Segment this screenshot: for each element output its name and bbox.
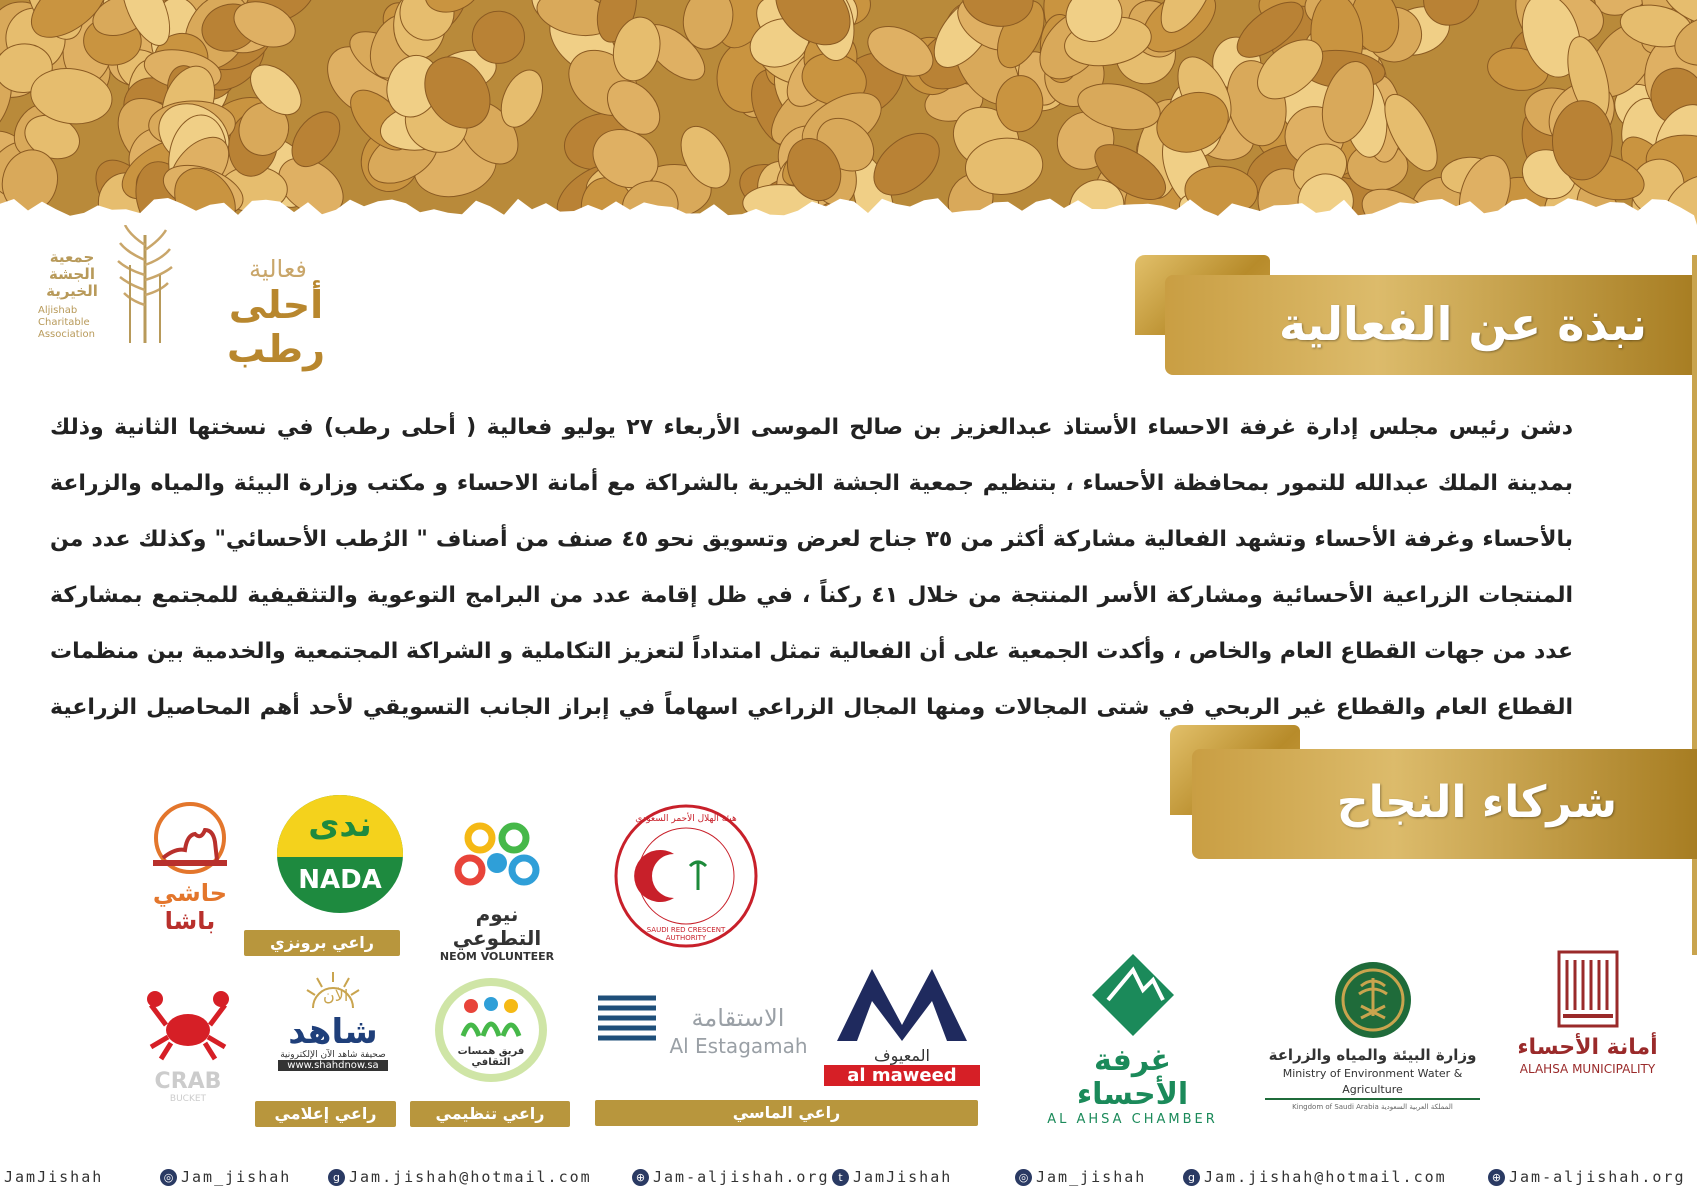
estagamah-arabic: الاستقامة [691, 1004, 785, 1032]
shahid-now-logo [268, 970, 398, 1085]
nada-arabic: ندى [308, 805, 372, 845]
web-icon: ⊕ [632, 1169, 649, 1186]
maweed-english: al maweed [824, 1065, 980, 1086]
hamasat-text: فريق همسات الثقافي [457, 1046, 525, 1068]
about-event-title: نبذة عن الفعالية [1279, 297, 1647, 351]
team-people-icon [459, 996, 523, 1040]
estagamah-english: Al Estagamah [669, 1034, 808, 1058]
red-crescent-arabic: هيئة الهلال الأحمر السعودي [635, 814, 737, 824]
camel-icon [145, 800, 235, 875]
google-plus-icon: g [1183, 1169, 1200, 1186]
neom-arabic: نيوم التطوعي [452, 902, 542, 950]
media-sponsor-tag: راعي إعلامي [255, 1101, 396, 1127]
municipality-arabic: أمانة الأحساء [1517, 1035, 1658, 1060]
footer-item[interactable] [632, 1168, 830, 1186]
shahid-sub: صحيفة شاهد الآن الإلكترونية [280, 1050, 386, 1060]
footer-item[interactable] [1488, 1168, 1686, 1186]
footer-text: JamJishah [4, 1168, 104, 1186]
hashi-text: حاشي [152, 879, 228, 907]
event-logo [38, 225, 328, 371]
instagram-icon: ◎ [1015, 1169, 1032, 1186]
al-maweed-logo [822, 965, 982, 1086]
diamond-sponsor-tag: راعي الماسي [595, 1100, 978, 1126]
footer-text: Jam-aljishah.org [1509, 1168, 1686, 1186]
hamasat-team-logo [432, 978, 550, 1086]
shahid-small-text: الآن [323, 986, 349, 1005]
web-icon: ⊕ [1488, 1169, 1505, 1186]
wave-lines-icon [598, 994, 656, 1046]
nada-english: NADA [298, 865, 382, 895]
mountain-m-icon [827, 965, 977, 1043]
maweed-arabic: المعيوف [874, 1046, 930, 1065]
crab-sub-text: BUCKET [169, 1094, 207, 1104]
contact-footer [0, 1162, 1697, 1194]
twitter-icon: t [832, 1169, 849, 1186]
municipality-emblem-icon [1553, 950, 1623, 1030]
ministry-sub: Kingdom of Saudi Arabia المملكة العربية السعودية [1292, 1103, 1453, 1111]
red-crescent-logo [612, 802, 760, 950]
footer-text: Jam_jishah [181, 1168, 292, 1186]
event-label: فعالية [249, 255, 307, 283]
chamber-english: AL AHSA CHAMBER [1047, 1112, 1218, 1127]
footer-item[interactable] [328, 1168, 592, 1186]
partners-title: شركاء النجاح [1336, 777, 1617, 828]
google-plus-icon: g [328, 1169, 345, 1186]
event-description: دشن رئيس مجلس إدارة غرفة الاحساء الأستاذ عبدالعزيز بن صالح الموسى الأربعاء ٢٧ يوليو فعالية ( أحلى رطب) في نسختها الثانية وذلك بمدينة الملك عبدالله للتمور بمحافظة الأحساء ، بتنظيم جمعية الجشة الخيرية بالشراكة مع أمانة الاحساء و مكتب وزارة البيئة والمياه والزراعة بالأحساء وغرفة الأحساء وتشهد الفعالية مشاركة أكثر من ٣٥ جناح لعرض وتسويق نحو ٤٥ صنف من أصناف " الرُطب الأحسائي" وكذلك عدد من المنتجات الزراعية الأحسائية ومشاركة الأسر المنتجة من خلال ٤١ ركناً ، في ظل إقامة عدد من البرامج التوعوية والتثقيفية للمجتمع بمشاركة عدد من جهات القطاع العام والخاص ، وأكدت الجمعية على أن الفعالية تمثل امتداداً لتعزيز التكاملية و الشراكة المجتمعية والخدمية بين منظمات القطاع العام والقطاع غير الربحي في شتى المجالات ومنها المجال الزراعي اسهاماً في إبراز الجانب التسويقي لأحد أهم المحاصيل الزراعية [50, 415, 1574, 720]
footer-text: JamJishah [853, 1168, 953, 1186]
al-ahsa-chamber-logo [1035, 950, 1230, 1127]
footer-item[interactable] [4, 1168, 103, 1186]
bronze-sponsor-tag: راعي برونزي [244, 930, 400, 956]
neom-volunteer-logo [432, 818, 562, 963]
ministry-arabic: وزارة البيئة والمياه والزراعة [1268, 1046, 1477, 1064]
footer-item[interactable] [1183, 1168, 1447, 1186]
basha-text: باشا [164, 907, 216, 935]
association-name-arabic: جمعية الجشة الخيرية [46, 248, 98, 300]
event-name: أحلى رطب [227, 283, 325, 371]
footer-item[interactable] [1015, 1168, 1146, 1186]
municipality-english: ALAHSA MUNICIPALITY [1519, 1062, 1656, 1076]
nada-logo [275, 795, 405, 920]
about-event-header [1135, 255, 1697, 385]
footer-text: Jam-aljishah.org [653, 1168, 830, 1186]
palm-frond-icon [100, 225, 190, 345]
partners-header [1170, 725, 1697, 885]
organizing-sponsor-tag: راعي تنظيمي [410, 1101, 570, 1127]
shahid-arabic: شاهد [288, 1012, 378, 1052]
volunteer-hands-icon [442, 818, 552, 898]
footer-text: Jam.jishah@hotmail.com [1204, 1168, 1447, 1186]
footer-text: Jam.jishah@hotmail.com [349, 1168, 592, 1186]
association-name-english: Aljishab Charitable Association [38, 305, 95, 340]
al-estagamah-logo [598, 990, 813, 1070]
footer-item[interactable] [832, 1168, 952, 1186]
ministry-english: Ministry of Environment Water & Agriculture [1265, 1066, 1480, 1100]
crab-icon [143, 985, 233, 1065]
footer-text: Jam_jishah [1036, 1168, 1147, 1186]
chamber-diamond-icon [1088, 950, 1178, 1040]
crab-text: CRAB [154, 1069, 222, 1094]
neom-english: NEOM VOLUNTEER [439, 950, 555, 963]
ministry-environment-logo [1265, 960, 1480, 1111]
shahid-url: www.shahdnow.sa [278, 1060, 388, 1071]
chamber-arabic: غرفة الأحساء [1076, 1043, 1189, 1112]
footer-item[interactable] [160, 1168, 291, 1186]
saudi-emblem-icon [1333, 960, 1413, 1040]
red-crescent-english: SAUDI RED CRESCENT AUTHORITY [646, 926, 726, 942]
hashi-basha-logo [145, 800, 235, 960]
dates-banner-image [0, 0, 1697, 225]
crab-bucket-logo [138, 985, 238, 1105]
instagram-icon: ◎ [160, 1169, 177, 1186]
alahsa-municipality-logo [1500, 950, 1675, 1110]
